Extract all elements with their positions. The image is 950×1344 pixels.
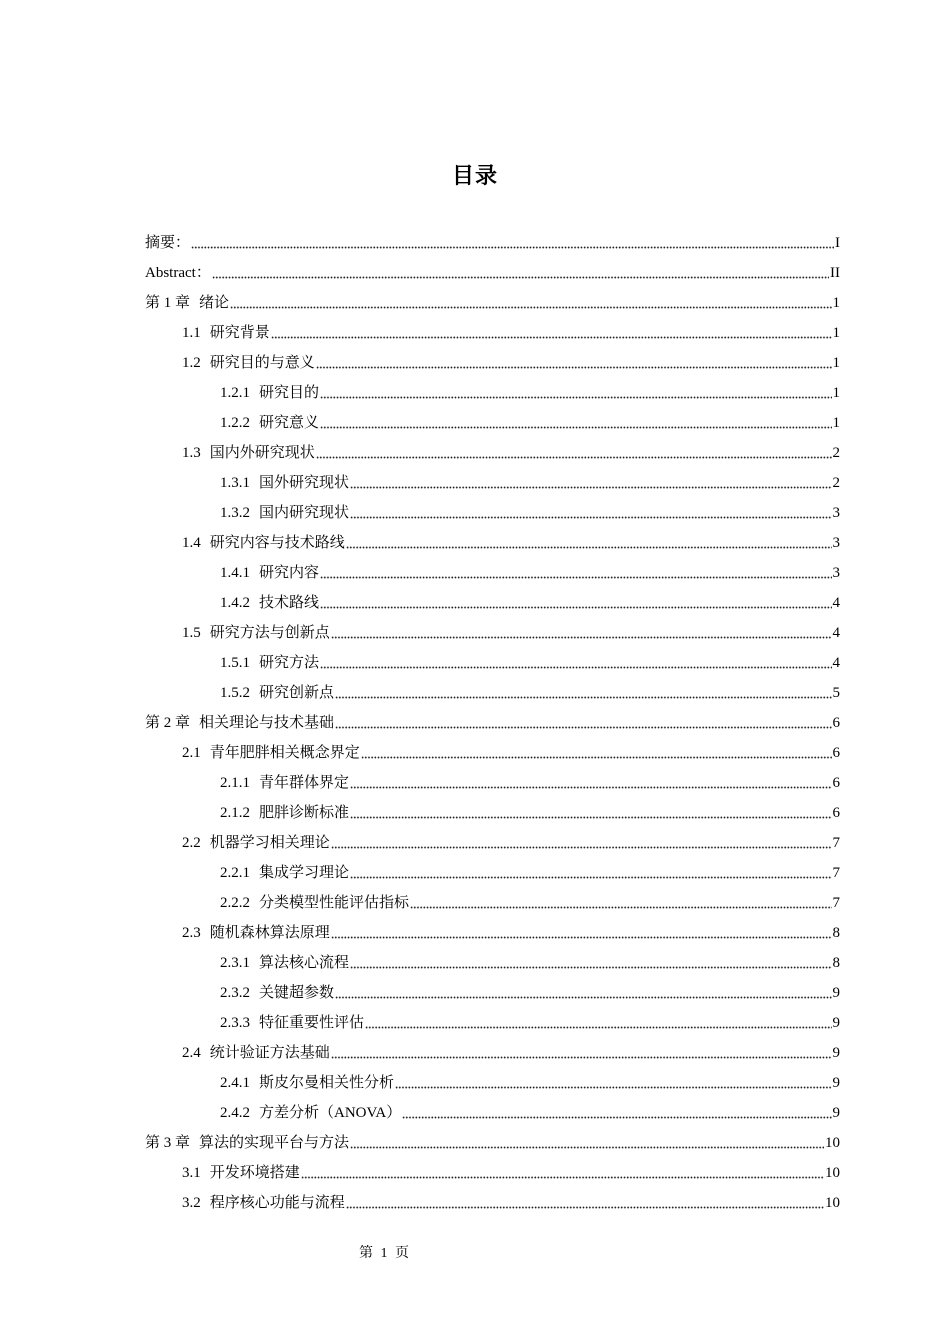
toc-entry-label: 肥胖诊断标准 — [259, 805, 350, 821]
toc-entry-number: 1.2.1 — [220, 385, 250, 401]
dot-leader — [316, 357, 832, 369]
dot-leader — [402, 1107, 831, 1119]
toc-entry-label: 开发环境搭建 — [209, 1165, 300, 1181]
toc-entry-label: 随机森林算法原理 — [209, 925, 330, 941]
dot-leader — [350, 867, 831, 879]
toc-entry-page-number: 3 — [832, 535, 840, 551]
dot-leader — [410, 897, 831, 909]
toc-entry-page-number: 2 — [832, 445, 840, 461]
toc-entry-number: 1.3.1 — [220, 475, 250, 491]
toc-entry-number: 1.5.2 — [220, 685, 250, 701]
toc-entry-number: 第 3 章 — [145, 1135, 191, 1151]
toc-entry-page-number: 6 — [832, 775, 840, 791]
toc-entry-label: 相关理论与技术基础 — [199, 715, 335, 731]
toc-entry-number: 第 1 章 — [145, 295, 191, 311]
toc-entry[interactable] — [220, 973, 840, 1003]
toc-entry-label: 研究目的 — [259, 385, 320, 401]
dot-leader — [320, 417, 831, 429]
toc-entry-label: 青年群体界定 — [259, 775, 350, 791]
toc-entry-page-number: 2 — [832, 475, 840, 491]
toc-entry-label: 统计验证方法基础 — [209, 1045, 330, 1061]
toc-entry[interactable] — [220, 403, 840, 433]
toc-entry-label: 方差分析（ANOVA） — [259, 1105, 402, 1121]
toc-entry-page-number: 9 — [832, 985, 840, 1001]
dot-leader — [335, 987, 831, 999]
toc-entry-number: 1.4.2 — [220, 595, 250, 611]
toc-entry-number: 第 2 章 — [145, 715, 191, 731]
toc-entry-number: 1.1 — [182, 325, 201, 341]
dot-leader — [395, 1077, 831, 1089]
toc-entry[interactable] — [182, 733, 840, 763]
toc-entry-page-number: 5 — [832, 685, 840, 701]
toc-entry-number: 2.4.1 — [220, 1075, 250, 1091]
toc-entry-page-number: 1 — [832, 355, 840, 371]
toc-entry-page-number: 7 — [832, 895, 840, 911]
toc-entry-label: 研究目的与意义 — [209, 355, 315, 371]
toc-entry-number: 3.2 — [182, 1195, 201, 1211]
toc-entry[interactable] — [145, 703, 840, 733]
toc-entry-page-number: I — [835, 235, 840, 251]
toc-entry-page-number: 9 — [832, 1105, 840, 1121]
toc-entry-label: 机器学习相关理论 — [209, 835, 330, 851]
dot-leader — [350, 777, 831, 789]
toc-entry[interactable] — [220, 583, 840, 613]
toc-entry[interactable] — [182, 1033, 840, 1063]
toc-entry-page-number: 1 — [832, 325, 840, 341]
dot-leader — [350, 1137, 824, 1149]
toc-entry-page-number: II — [830, 265, 840, 281]
toc-entry-number: 3.1 — [182, 1165, 201, 1181]
toc-entry-number: 2.2 — [182, 835, 201, 851]
toc-entry-number: 1.4.1 — [220, 565, 250, 581]
toc-entry-page-number: 1 — [832, 415, 840, 431]
toc-entry-label: 分类模型性能评估指标 — [259, 895, 410, 911]
toc-entry-page-number: 1 — [832, 295, 840, 311]
toc-entry-number: 1.5 — [182, 625, 201, 641]
dot-leader — [320, 387, 831, 399]
toc-entry-number: 2.2.1 — [220, 865, 250, 881]
dot-leader — [350, 807, 831, 819]
toc-entry-page-number: 9 — [832, 1075, 840, 1091]
toc-entry-label: 研究创新点 — [259, 685, 335, 701]
toc-entry-label: 绪论 — [199, 295, 230, 311]
dot-leader — [331, 627, 832, 639]
toc-entry-page-number: 8 — [832, 925, 840, 941]
toc-entry[interactable] — [220, 763, 840, 793]
toc-entry[interactable] — [220, 373, 840, 403]
toc-entry-label: 关键超参数 — [259, 985, 335, 1001]
toc-entry-number: 1.3 — [182, 445, 201, 461]
toc-entry-page-number: 9 — [832, 1015, 840, 1031]
toc-entry[interactable] — [145, 1123, 840, 1153]
toc-entry[interactable] — [220, 463, 840, 493]
toc-title: 目录 — [451, 164, 498, 189]
toc-entry-number: 2.3.3 — [220, 1015, 250, 1031]
toc-entry[interactable] — [220, 853, 840, 883]
toc-entry-page-number: 10 — [825, 1165, 840, 1181]
toc-entry-number: 2.3.2 — [220, 985, 250, 1001]
toc-entry[interactable] — [182, 913, 840, 943]
toc-entry-label: 研究方法 — [259, 655, 320, 671]
toc-entry-page-number: 7 — [832, 835, 840, 851]
toc-entry[interactable] — [220, 1003, 840, 1033]
dot-leader — [331, 837, 832, 849]
toc-entry[interactable] — [145, 223, 840, 253]
toc-entry-number: 1.2 — [182, 355, 201, 371]
page-footer: 第 1 页 — [359, 1246, 411, 1261]
toc-entry-number: 2.1.1 — [220, 775, 250, 791]
dot-leader — [346, 537, 832, 549]
toc-entry-page-number: 3 — [832, 565, 840, 581]
toc-entry-number: 2.3.1 — [220, 955, 250, 971]
toc-entry[interactable] — [220, 1063, 840, 1093]
dot-leader — [191, 237, 834, 249]
toc-entry-page-number: 3 — [832, 505, 840, 521]
toc-entry[interactable] — [220, 793, 840, 823]
toc-entry[interactable] — [220, 1093, 840, 1123]
toc-entry[interactable] — [182, 1183, 840, 1213]
dot-leader — [320, 597, 831, 609]
toc-entry-number: 2.1.2 — [220, 805, 250, 821]
toc-entry[interactable] — [182, 523, 840, 553]
dot-leader — [350, 957, 831, 969]
toc-entry[interactable] — [182, 343, 840, 373]
toc-entry[interactable] — [182, 823, 840, 853]
toc-entry-number: 2.2.2 — [220, 895, 250, 911]
dot-leader — [230, 297, 831, 309]
dot-leader — [320, 657, 831, 669]
toc-entry-label: 特征重要性评估 — [259, 1015, 365, 1031]
toc-entry-label: 集成学习理论 — [259, 865, 350, 881]
toc-entry-label: 摘要： — [145, 235, 191, 251]
toc-entry-page-number: 10 — [825, 1135, 840, 1151]
dot-leader — [320, 567, 831, 579]
toc-entry[interactable] — [220, 673, 840, 703]
toc-entry-number: 2.4.2 — [220, 1105, 250, 1121]
toc-entry-page-number: 6 — [832, 805, 840, 821]
toc-entry-page-number: 7 — [832, 865, 840, 881]
toc-entry-label: 国内外研究现状 — [209, 445, 315, 461]
toc-entry-number: 1.3.2 — [220, 505, 250, 521]
dot-leader — [335, 687, 831, 699]
toc-entry-label: 国内研究现状 — [259, 505, 350, 521]
toc-entry-label: 研究意义 — [259, 415, 320, 431]
toc-entry[interactable] — [220, 553, 840, 583]
dot-leader — [350, 477, 831, 489]
dot-leader — [316, 447, 832, 459]
toc-entry-label: 国外研究现状 — [259, 475, 350, 491]
toc-entry-label: 斯皮尔曼相关性分析 — [259, 1075, 395, 1091]
toc-entry-number: 1.2.2 — [220, 415, 250, 431]
toc-entry-page-number: 6 — [832, 745, 840, 761]
toc-entry-page-number: 10 — [825, 1195, 840, 1211]
toc-entry[interactable] — [220, 883, 840, 913]
toc-entry-page-number: 1 — [832, 385, 840, 401]
toc-entry-label: 研究背景 — [209, 325, 270, 341]
toc-entry-page-number: 9 — [832, 1045, 840, 1061]
toc-entry-page-number: 6 — [832, 715, 840, 731]
toc-entry-number: 1.4 — [182, 535, 201, 551]
toc-entry[interactable] — [220, 493, 840, 523]
dot-leader — [331, 1047, 832, 1059]
dot-leader — [346, 1197, 824, 1209]
dot-leader — [350, 507, 831, 519]
toc-entry-page-number: 4 — [832, 625, 840, 641]
toc-entry[interactable] — [220, 943, 840, 973]
toc-entry-label: 研究内容与技术路线 — [209, 535, 345, 551]
toc-entry-number: 2.1 — [182, 745, 201, 761]
toc-entry[interactable] — [145, 253, 840, 283]
toc-entry-label: 算法核心流程 — [259, 955, 350, 971]
toc-entry-number: 2.4 — [182, 1045, 201, 1061]
toc-entry-label: 研究内容 — [259, 565, 320, 581]
toc-entry[interactable] — [182, 613, 840, 643]
toc-entry[interactable] — [182, 1153, 840, 1183]
toc-entry-label: 研究方法与创新点 — [209, 625, 330, 641]
toc-entry[interactable] — [220, 643, 840, 673]
dot-leader — [365, 1017, 831, 1029]
toc-entry[interactable] — [182, 313, 840, 343]
toc-entry-label: 青年肥胖相关概念界定 — [209, 745, 360, 761]
dot-leader — [301, 1167, 824, 1179]
toc-entry-number: 1.5.1 — [220, 655, 250, 671]
toc-entry-label: 算法的实现平台与方法 — [199, 1135, 350, 1151]
dot-leader — [361, 747, 832, 759]
toc-entry-page-number: 4 — [832, 595, 840, 611]
toc-entry-page-number: 4 — [832, 655, 840, 671]
dot-leader — [271, 327, 832, 339]
toc-entry-page-number: 8 — [832, 955, 840, 971]
toc-entry-number: 2.3 — [182, 925, 201, 941]
toc-entry-label: 技术路线 — [259, 595, 320, 611]
dot-leader — [335, 717, 831, 729]
dot-leader — [331, 927, 832, 939]
toc-entry-label: Abstract： — [145, 265, 211, 281]
toc-entry[interactable] — [145, 283, 840, 313]
toc-entry[interactable] — [182, 433, 840, 463]
dot-leader — [212, 267, 829, 279]
toc-entry-label: 程序核心功能与流程 — [209, 1195, 345, 1211]
